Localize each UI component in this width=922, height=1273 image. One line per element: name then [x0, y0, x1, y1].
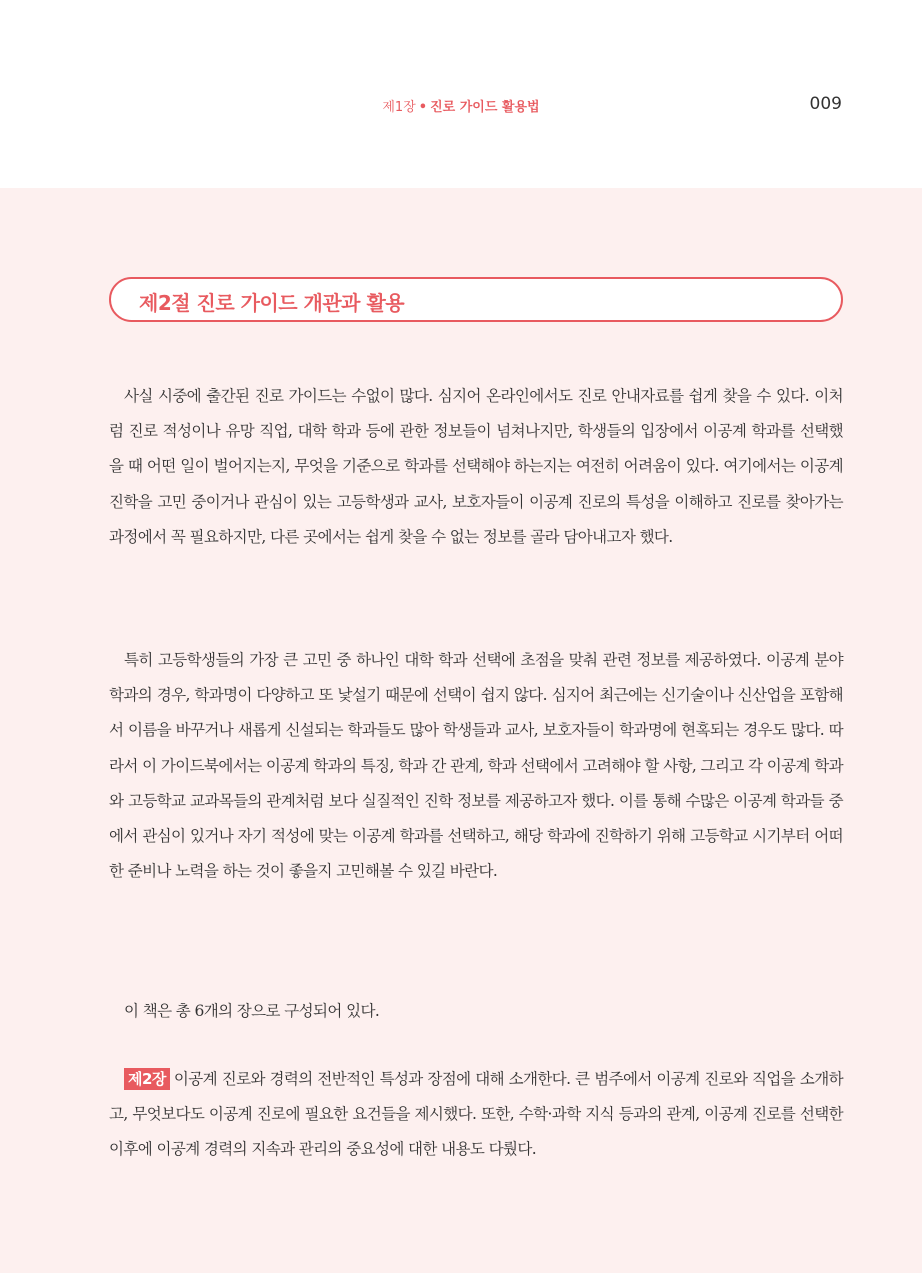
page-content [0, 188, 922, 1273]
body-paragraph-4 [109, 1062, 843, 1168]
body-paragraph-1: 사실 시중에 출간된 진로 가이드는 수없이 많다. 심지어 온라인에서도 진로 안내자료를 쉽게 찾을 수 있다. 이처럼 진로 적성이나 유망 직업, 대학 학과 등에 관한 정보들이 넘쳐나지만, 학생들의 입장에서 이공계 학과를 선택했을 때 어떤 일이 벌어지는지, 무엇을 기준으로 학과를 선택해야 하는지는 여전히 어려움이 있다. 여기에서는 이공계 진학을 고민 중이거나 관심이 있는 고등학생과 교사, 보호자들이 이공계 진로의 특성을 이해하고 진로를 찾아가는 과정에서 꼭 필요하지만, 다른 곳에서는 쉽게 찾을 수 없는 정보를 골라 담아내고자 했다. [109, 387, 843, 546]
page-number: 009 [809, 94, 842, 114]
running-head-chapter: 제1장 [382, 100, 416, 115]
body-paragraph-2: 특히 고등학생들의 가장 큰 고민 중 하나인 대학 학과 선택에 초점을 맞춰 관련 정보를 제공하였다. 이공계 분야 학과의 경우, 학과명이 다양하고 또 낯설기 때문에 선택이 쉽지 않다. 심지어 최근에는 신기술이나 신산업을 포함해서 이름을 바꾸거나 새롭게 신설되는 학과들도 많아 학생들과 교사, 보호자들이 학과명에 현혹되는 경우도 많다. 따라서 이 가이드북에서는 이공계 학과의 특징, 학과 간 관계, 학과 선택에서 고려해야 할 사항, 그리고 각 이공계 학과와 고등학교 교과목들의 관계처럼 보다 실질적인 진학 정보를 제공하고자 했다. 이를 통해 수많은 이공계 학과들 중에서 관심이 있거나 자기 적성에 맞는 이공계 학과를 선택하고, 해당 학과에 진학하기 위해 고등학교 시기부터 어떠한 준비나 노력을 하는 것이 좋을지 고민해볼 수 있길 바란다. [109, 651, 843, 881]
chapter-badge: 제2장 [124, 1068, 170, 1090]
body-paragraph-3: 이 책은 총 6개의 장으로 구성되어 있다. [124, 1002, 380, 1020]
running-head-separator: • [418, 100, 428, 115]
running-head-title: 진로 가이드 활용법 [430, 100, 540, 115]
body-paragraph-4-text: 이공계 진로와 경력의 전반적인 특성과 장점에 대해 소개한다. 큰 범주에서 이공계 진로와 직업을 소개하고, 무엇보다도 이공계 진로에 필요한 요건들을 제시했다. 또한, 수학·과학 지식 등과의 관계, 이공계 진로를 선택한 이후에 이공계 경력의 지속과 관리의 중요성에 대한 내용도 다뤘다. [109, 1070, 843, 1159]
running-head [0, 96, 922, 115]
page-header [0, 0, 922, 188]
section-title: 제2절 진로 가이드 개관과 활용 [139, 291, 405, 315]
section-title-box [109, 277, 843, 322]
